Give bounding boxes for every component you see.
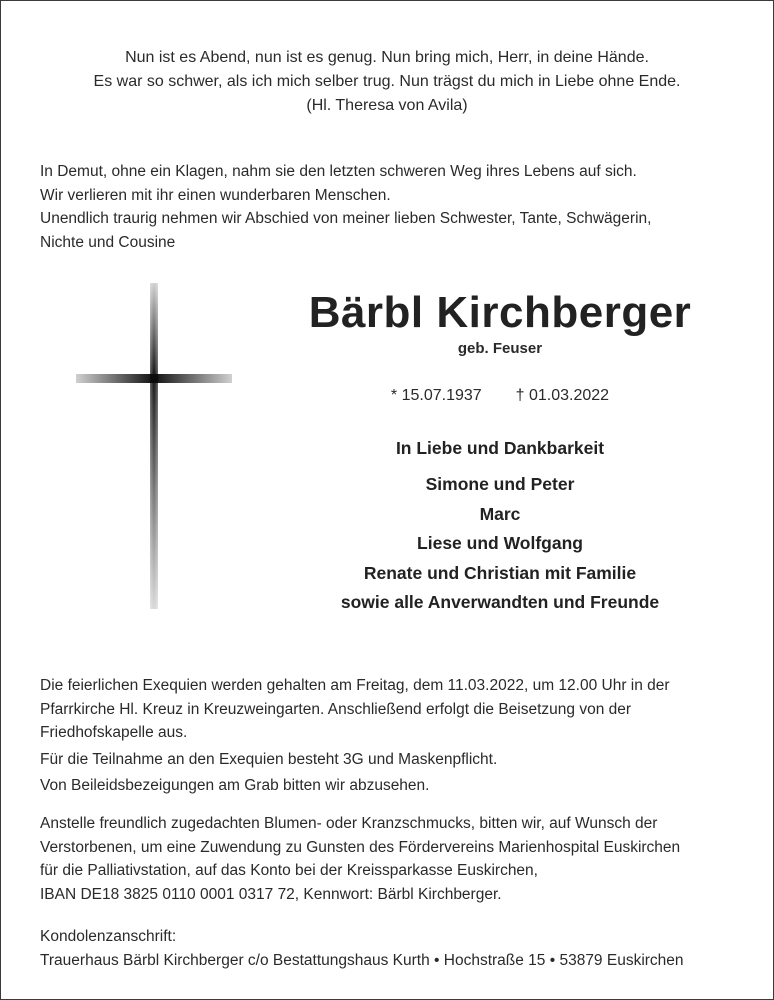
intro-line: In Demut, ohne ein Klagen, nahm sie den letzten schweren Weg ihres Lebens auf sich. — [40, 163, 637, 180]
exequien-line: Die feierlichen Exequien werden gehalten am Freitag, dem 11.03.2022, um 12.00 Uhr in der — [40, 677, 670, 694]
mourner-name: Renate und Christian mit Familie — [363, 562, 637, 583]
condolence-address — [40, 925, 740, 972]
funeral-info — [40, 674, 740, 798]
donation-line: Verstorbenen, um eine Zuwendung zu Gunsten des Fördervereins Marienhospital Euskirchen — [40, 838, 681, 856]
mourner-name: Marc — [479, 503, 521, 524]
verse-line: Nun ist es Abend, nun ist es genug. Nun bring mich, Herr, in deine Hände. — [125, 49, 649, 66]
verse-attribution: (Hl. Theresa von Avila) — [306, 97, 468, 114]
mourners-block — [240, 436, 760, 618]
verse-line: Es war so schwer, als ich mich selber trug. Nun trägst du mich in Liebe ohne Ende. — [93, 73, 681, 90]
donation-line: Anstelle freundlich zugedachten Blumen- oder Kranzschmucks, bitten wir, auf Wunsch der — [40, 815, 658, 832]
exequien-line: Pfarrkirche Hl. Kreuz in Kreuzweingarten. Anschließend erfolgt die Beisetzung von der — [40, 700, 632, 718]
mourner-name: sowie alle Anverwandten und Freunde — [340, 592, 660, 612]
intro-line: Wir verlieren mit ihr einen wunderbaren Menschen. — [40, 186, 391, 204]
intro-line: Unendlich traurig nehmen wir Abschied von meiner lieben Schwester, Tante, Schwägerin, — [40, 210, 652, 227]
mourner-name: Liese und Wolfgang — [417, 533, 583, 553]
deceased-name: Bärbl Kirchberger — [308, 288, 692, 337]
intro-line: Nichte und Cousine — [40, 233, 176, 251]
death-date: † 01.03.2022 — [515, 387, 610, 404]
mourners-heading: In Liebe und Dankbarkeit — [395, 438, 605, 458]
grave-note: Von Beileidsbezeigungen am Grab bitten wir abzusehen. — [40, 777, 430, 794]
birth-date: * 15.07.1937 — [390, 387, 482, 404]
donation-line: IBAN DE18 3825 0110 0001 0317 72, Kennwort: Bärbl Kirchberger. — [40, 885, 502, 903]
mourner-name: Simone und Peter — [425, 474, 575, 494]
exequien-line: Friedhofskapelle aus. — [40, 724, 188, 741]
covid-note: Für die Teilnahme an den Exequien besteht 3G und Maskenpflicht. — [40, 750, 498, 768]
maiden-name: geb. Feuser — [457, 340, 543, 357]
donation-paragraph — [40, 812, 740, 906]
condolence-label: Kondolenzanschrift: — [40, 928, 177, 945]
condolence-address-line: Trauerhaus Bärbl Kirchberger c/o Bestattungshaus Kurth • Hochstraße 15 • 53879 Euskirchen — [40, 951, 684, 969]
cross-icon — [74, 283, 234, 609]
intro-text — [40, 160, 740, 254]
life-dates — [290, 387, 710, 405]
verse-quote — [0, 46, 774, 118]
donation-line: für die Palliativstation, auf das Konto bei der Kreissparkasse Euskirchen, — [40, 862, 538, 879]
exequien-paragraph — [40, 674, 740, 745]
